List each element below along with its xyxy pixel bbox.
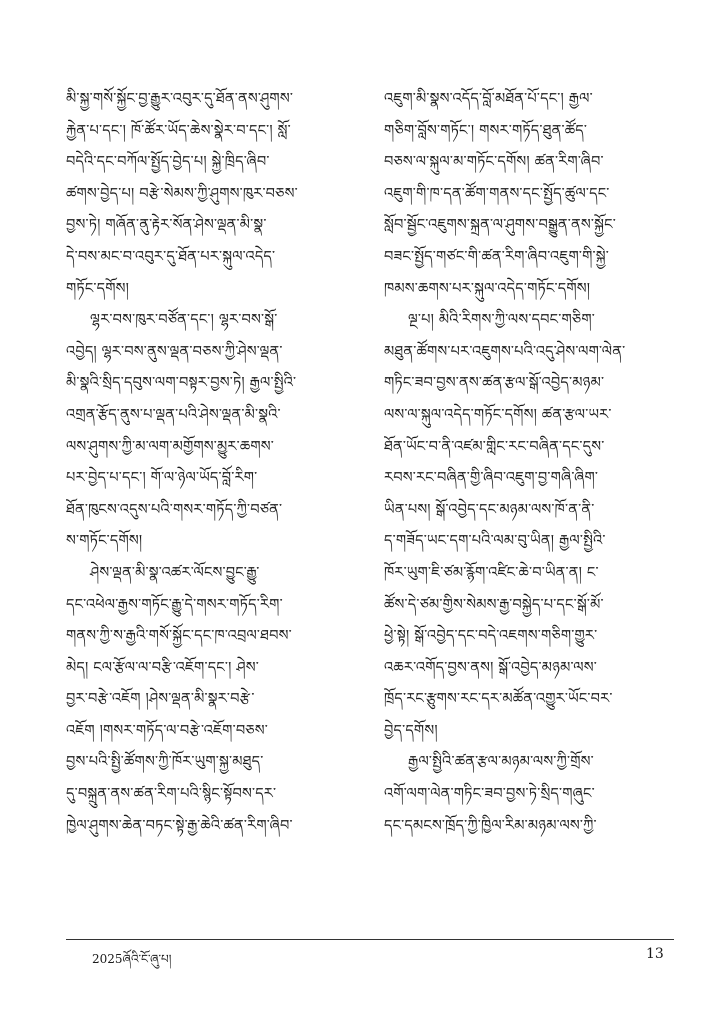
text-line: འཇོག །གསར་གཏོད་ལ་བརྩེ་འཇོག་བཅས་ — [66, 722, 268, 739]
text-line: ལྷར་བས་ཁུར་བཙོན་དང་། ལྷར་བས་སྒོ་ — [66, 312, 278, 329]
text-line: ཚགས་བྱེད་པ། བརྩེ་སེམས་ཀྱི་ཤུགས་ཁུར་བཅས་ — [66, 185, 298, 202]
text-line: ལས་ཤུགས་ཀྱི་མ་ལག་མགྱོགས་མྱུར་ཆགས་ — [66, 438, 275, 455]
right-text-column — [384, 84, 676, 842]
text-line: བྱར་བརྩེ་འཇོག །ཤེས་ལྡན་མི་སྣར་བརྩེ་ — [66, 691, 255, 708]
text-line: འགོ་ལག་ལེན་གཏིང་ཟབ་བྱས་ཏེ་སྲིད་གཞུང་ — [384, 786, 595, 803]
text-line: མི་སྣའི་སྲིད་དབུས་ལག་བསྟར་བྱས་ཏེ། རྒྱལ་སྤྱིའི་ — [66, 375, 297, 392]
text-line: བདེའི་དང་བཀོལ་སྤྱོད་བྱེད་པ། སྐྱེ་ཁྲིད་ཞིབ་ — [66, 154, 270, 171]
left-text-column — [66, 84, 358, 842]
text-line: འཇུག་མི་སྣས་འདོད་བློ་མཐོན་པོ་དང་། རྒྱལ་ — [384, 91, 593, 107]
text-line: བཅས་ལ་སྐུལ་མ་གཏོང་དགོས། ཚན་རིག་ཞིབ་ — [384, 154, 604, 171]
text-line: དང་འཕེལ་རྒྱས་གཏོང་རྒྱུ་དེ་གསར་གཏོད་རིག་ — [66, 596, 283, 613]
text-line: ཁྲོད་རང་རྩུགས་རང་དར་མཚོན་འགྱུར་ཡོང་བར་ — [384, 691, 613, 708]
text-line: བྱེད་དགོས། — [384, 722, 438, 739]
text-line: རབས་རང་བཞིན་གྱི་ཞིབ་འཇུག་བྱ་གཞི་ཞིག་ — [384, 470, 599, 487]
text-line: གནས་ཀྱི་ས་རྒྱའི་གསོ་སྐྱོང་དང་ཁ་འབྲལ་ཐབས་ — [66, 628, 292, 645]
text-line: པར་བྱེད་པ་དང་། གོ་ལ་ཉེལ་ཡོད་བློ་རིག་ — [66, 470, 258, 487]
text-line: སློབ་སྦྱོང་འཇུགས་སྐྲན་ལ་ཤུགས་བསྒྱུན་ནས་སྐྱོང་ — [384, 217, 616, 234]
text-line: བྱས་པའི་སྤྱི་ཚོགས་ཀྱི་ཁོར་ཡུག་སྐྱ་མཐུད་ — [66, 754, 264, 771]
text-line: གཏིང་ཟབ་བྱས་ནས་ཚན་རྩལ་སྒོ་འབྱེད་མཉམ་ — [384, 375, 605, 392]
text-line: འཆར་འགོད་བྱས་ནས། སྒོ་འབྱེད་མཉམ་ལས་ — [384, 659, 597, 676]
text-line: གཅིག་བློས་གཏོང་། གསར་གཏོད་ཐུན་ཚོད་ — [384, 122, 588, 139]
text-line: མི་སྐྱ་གསོ་སྐྱོང་བྱ་རྒྱུར་འབུར་དུ་ཐོན་ནས་ཤུགས་ — [66, 91, 294, 107]
page-number: 13 — [646, 946, 664, 962]
text-line: ས་གཏོང་དགོས། — [66, 533, 143, 550]
text-line: འབྱེད། ལྷར་བས་ནུས་ལྡན་བཅས་ཀྱི་ཤེས་ལྡན་ — [66, 343, 283, 360]
text-line: བཟང་སྤྱོད་གཙང་གི་ཚན་རིག་ཞིབ་འཇུག་གི་སྐྱེ་ — [384, 248, 609, 265]
text-line: བྱས་ཏེ། གཞོན་ནུ་རྟེར་སོན་ཤེས་ལྡན་མི་སྣ་ — [66, 217, 267, 234]
text-line: ཐོན་ཁུངས་འདུས་པའི་གསར་གཏོད་ཀྱི་བཙན་ — [66, 501, 283, 518]
text-line: དེ་བས་མང་བ་འབུར་དུ་ཐོན་པར་སྐུལ་འདེད་ — [66, 248, 276, 265]
text-line: ཐོན་ཡོང་བ་ནི་འཛམ་གླིང་རང་བཞིན་དང་དུས་ — [384, 438, 605, 455]
text-line: ཕྱེ་སྟེ། སྒོ་འབྱེད་དང་བདེ་འཇགས་གཅིག་གྱུར་ — [384, 628, 598, 645]
text-line: རྒྱལ་སྤྱིའི་ཚན་རྩལ་མཉམ་ལས་ཀྱི་གྲོས་ — [384, 754, 594, 771]
text-line: ཁྱེལ་ཤུགས་ཆེན་བཏང་སྟེ་རྒྱ་ཆེའི་ཚན་རིག་ཞིབ་ — [66, 817, 293, 834]
text-line: ཡིན་པས། སྒོ་འབྱེད་དང་མཉམ་ལས་ཁོ་ན་ནི་ — [384, 501, 595, 518]
text-line: དུ་བསྐྲུན་ནས་ཚན་རིག་པའི་སྙིང་སྟོབས་དར་ — [66, 786, 277, 803]
text-line: ལྔ་པ། མིའི་རིགས་ཀྱི་ལས་དབང་གཅིག་ — [384, 312, 595, 329]
footer-issue-label: 2025ཞོའི་ངོ་ཞུ་པ། — [92, 952, 172, 966]
text-line: རྐྱེན་པ་དང་། ཁོ་ཚོར་ཡོད་ཆེས་སྣེར་བ་དང་། སློ་ — [66, 122, 291, 139]
footer-rule — [66, 939, 674, 940]
text-line: འགྲན་རྩོད་ནུས་པ་ལྡན་པའི་ཤེས་ལྡན་མི་སྣའི་ — [66, 406, 281, 423]
text-line: ཤེས་ལྡན་མི་སྣ་འཚར་ལོངས་བྱུང་རྒྱུ་ — [66, 564, 260, 581]
text-line: མཐུན་ཚོགས་པར་འཇུགས་པའི་འདུ་ཤེས་ལག་ལེན་ — [384, 343, 626, 360]
text-line: མེད། ངལ་རྩོལ་ལ་བརྩི་འཇོག་དང་། ཤེས་ — [66, 659, 259, 676]
text-line: གཏོང་དགོས། — [66, 280, 130, 297]
text-line: ཚོས་དེ་ཙམ་གྱིས་སེམས་རྒྱ་བསྐྱེད་པ་དང་སྒོ་མོ་ — [384, 596, 604, 613]
text-line: ཁོར་ཡུག་ཇི་ཙམ་རྙོག་འཛིང་ཆེ་བ་ཡིན་ན། ང་ — [384, 564, 599, 581]
text-line: ཁམས་ཆགས་པར་སྐུལ་འདེད་གཏོང་དགོས། — [384, 280, 591, 297]
text-line: ལས་ལ་སྐུལ་འདེད་གཏོང་དགོས། ཚན་རྩལ་ཡར་ — [384, 406, 612, 423]
text-line: དང་དམངས་ཁྲོད་ཀྱི་ཁྱིལ་རིམ་མཉམ་ལས་ཀྱི་ — [384, 817, 597, 834]
text-line: འཇུག་གི་ཁ་དན་ཚོག་གནས་དང་སྤྱོད་ཚུལ་དང་ — [384, 185, 610, 202]
text-line: ད་གཟོད་ཡང་དག་པའི་ལམ་བུ་ཡིན། རྒྱལ་སྤྱིའི་ — [384, 533, 606, 550]
